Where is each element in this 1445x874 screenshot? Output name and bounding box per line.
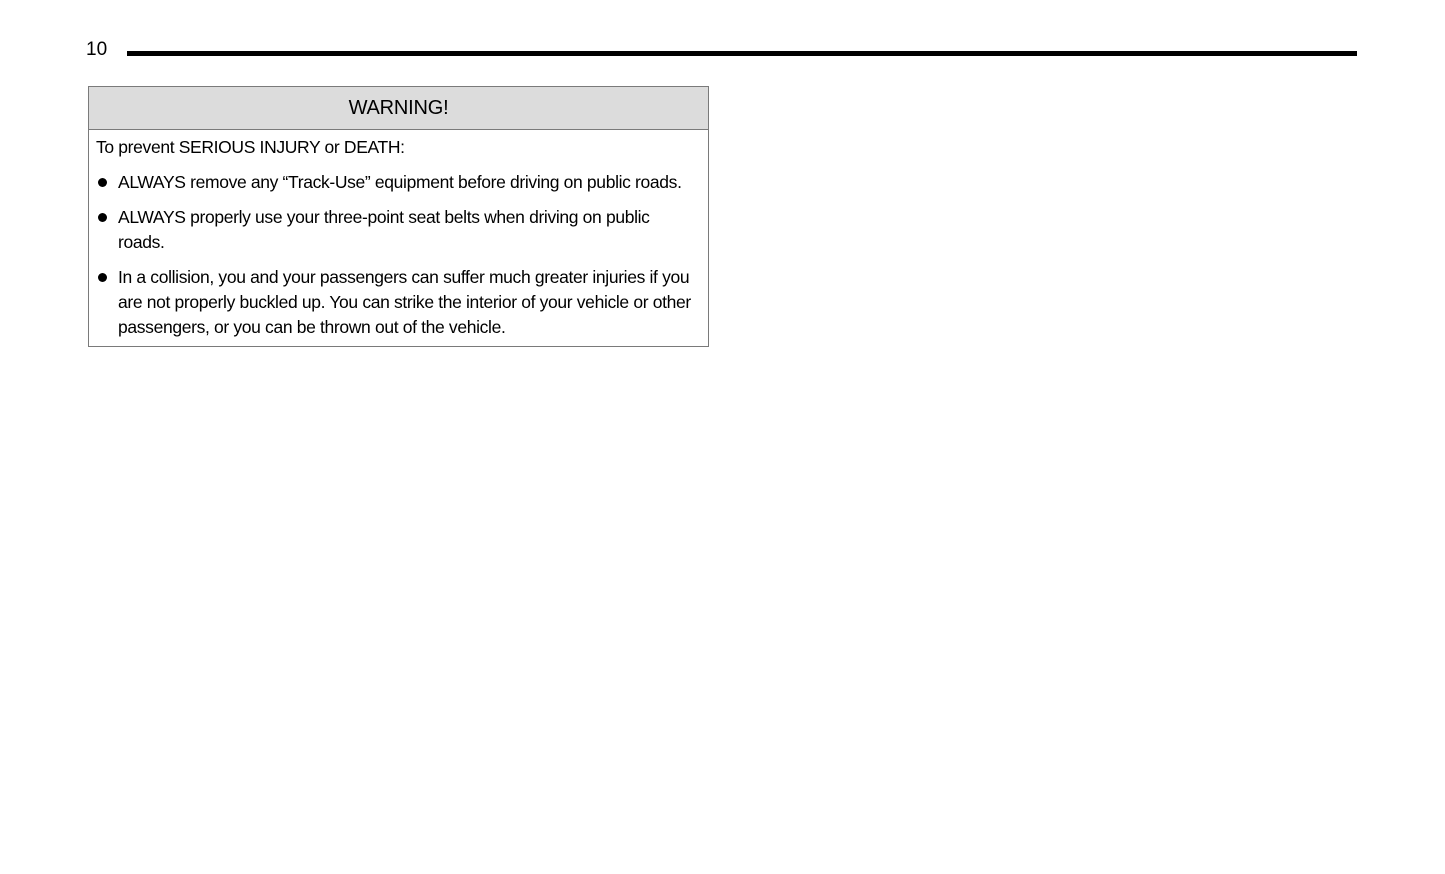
warning-box [88,86,709,347]
warning-list-item [96,170,700,195]
bullet-icon [98,273,107,282]
warning-list [96,170,700,340]
warning-item-text: ALWAYS properly use your three-point seat belts when driving on public roads. [118,207,650,252]
bullet-icon [98,178,107,187]
warning-list-item [96,265,700,340]
page-number: 10 [86,39,108,60]
warning-item-text: In a collision, you and your passengers can suffer much greater injuries if you are not properly buckled up. You can strike the interior of your vehicle or other passengers, or you can be thrown out of the vehicle. [118,267,691,337]
warning-list-item [96,205,700,255]
warning-title: WARNING! [89,87,708,130]
warning-item-text: ALWAYS remove any “Track-Use” equipment before driving on public roads. [118,172,682,192]
header-rule [127,51,1357,56]
warning-intro: To prevent SERIOUS INJURY or DEATH: [96,137,405,157]
bullet-icon [98,213,107,222]
warning-body [89,130,708,346]
